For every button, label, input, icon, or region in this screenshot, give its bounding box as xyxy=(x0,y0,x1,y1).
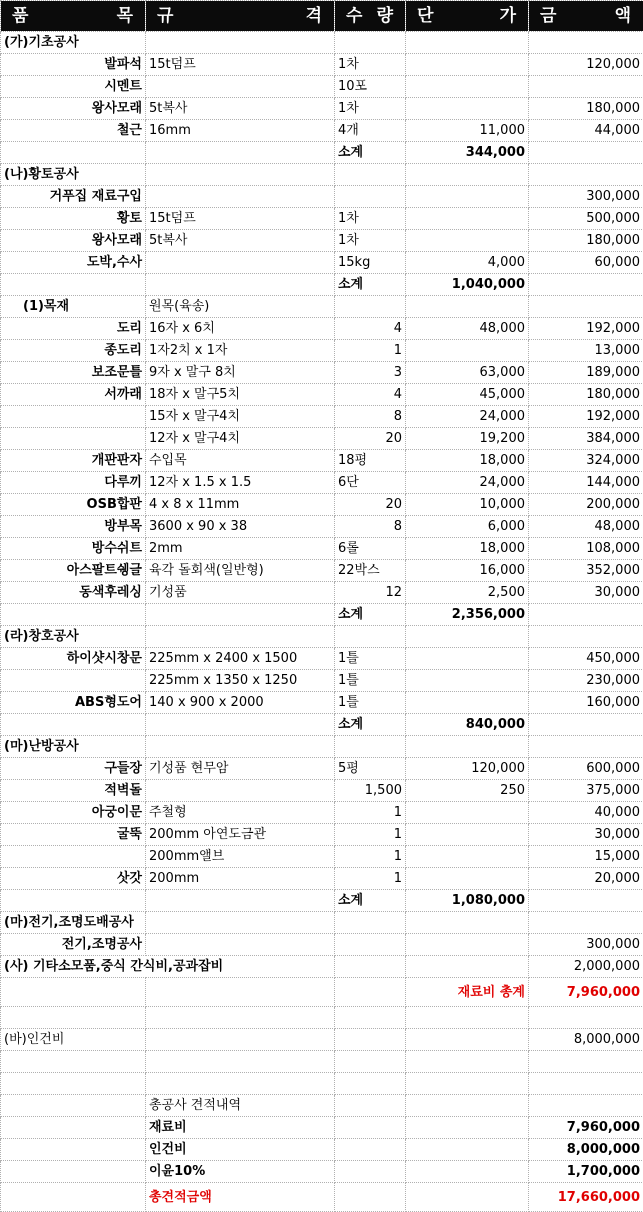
material-total-label: 재료비 총계 xyxy=(406,978,529,1007)
item-price: 48,000 xyxy=(406,318,529,340)
item-row xyxy=(1,208,643,230)
item-price xyxy=(406,692,529,714)
cell xyxy=(1,142,146,164)
item-name xyxy=(1,846,146,868)
item-qty: 1차 xyxy=(335,208,406,230)
subtotal-label: 소계 xyxy=(335,142,406,164)
cell xyxy=(529,274,643,296)
item-qty: 8 xyxy=(335,406,406,428)
item-qty: 1차 xyxy=(335,54,406,76)
item-amount: 600,000 xyxy=(529,758,643,780)
summary-label: 재료비 xyxy=(146,1117,335,1139)
item-amount: 500,000 xyxy=(529,208,643,230)
cell xyxy=(406,296,529,318)
item-row xyxy=(1,956,643,978)
item-row xyxy=(1,76,643,98)
grand-total-row xyxy=(1,1183,643,1212)
cell xyxy=(529,142,643,164)
item-price xyxy=(406,208,529,230)
item-qty: 6롤 xyxy=(335,538,406,560)
item-spec: 200mm xyxy=(146,868,335,890)
item-row xyxy=(1,560,643,582)
summary-value: 8,000,000 xyxy=(529,1139,643,1161)
item-amount: 300,000 xyxy=(529,934,643,956)
cell xyxy=(529,736,643,758)
item-spec: 5t복사 xyxy=(146,230,335,252)
item-name: 종도리 xyxy=(1,340,146,362)
item-qty: 1차 xyxy=(335,98,406,120)
item-qty: 4 xyxy=(335,318,406,340)
item-name: 구들장 xyxy=(1,758,146,780)
spacer-row xyxy=(1,1073,643,1095)
item-amount: 20,000 xyxy=(529,868,643,890)
subtotal-label: 소계 xyxy=(335,274,406,296)
subtotal-row xyxy=(1,604,643,626)
item-name: 서까래 xyxy=(1,384,146,406)
item-qty: 18평 xyxy=(335,450,406,472)
item-spec: 1자2치 x 1자 xyxy=(146,340,335,362)
item-name: (사) 기타소모품,중식 간식비,공과잡비 xyxy=(1,956,335,978)
item-row xyxy=(1,846,643,868)
section-row xyxy=(1,626,643,648)
subtotal-row xyxy=(1,890,643,912)
item-qty: 4개 xyxy=(335,120,406,142)
item-spec xyxy=(146,252,335,274)
cell xyxy=(529,626,643,648)
cell xyxy=(406,736,529,758)
item-qty: 1차 xyxy=(335,230,406,252)
item-price: 6,000 xyxy=(406,516,529,538)
item-amount: 30,000 xyxy=(529,824,643,846)
item-spec xyxy=(146,780,335,802)
header-item: 품 목 xyxy=(1,1,146,32)
labor-row xyxy=(1,1029,643,1051)
section-title: (마)난방공사 xyxy=(1,736,146,758)
item-qty: 20 xyxy=(335,494,406,516)
header-spec: 규 격 xyxy=(146,1,335,32)
item-amount: 108,000 xyxy=(529,538,643,560)
item-name: 방수쉬트 xyxy=(1,538,146,560)
summary-title: 총공사 견적내역 xyxy=(146,1095,335,1117)
item-amount: 2,000,000 xyxy=(529,956,643,978)
item-name: 방부목 xyxy=(1,516,146,538)
item-row xyxy=(1,582,643,604)
header-price: 단 가 xyxy=(406,1,529,32)
item-amount: 375,000 xyxy=(529,780,643,802)
item-row xyxy=(1,538,643,560)
item-name: 거푸집 재료구입 xyxy=(1,186,146,208)
item-qty: 1 xyxy=(335,340,406,362)
section-row xyxy=(1,32,643,54)
cell xyxy=(146,890,335,912)
item-row xyxy=(1,758,643,780)
item-price: 18,000 xyxy=(406,538,529,560)
cell xyxy=(406,32,529,54)
cell xyxy=(529,296,643,318)
item-qty: 5평 xyxy=(335,758,406,780)
cell xyxy=(146,274,335,296)
item-amount: 180,000 xyxy=(529,230,643,252)
subtotal-value: 2,356,000 xyxy=(406,604,529,626)
cell xyxy=(529,714,643,736)
item-amount: 200,000 xyxy=(529,494,643,516)
item-qty: 20 xyxy=(335,428,406,450)
item-row xyxy=(1,428,643,450)
summary-value: 1,700,000 xyxy=(529,1161,643,1183)
item-price: 10,000 xyxy=(406,494,529,516)
cell xyxy=(146,164,335,186)
summary-label: 이윤10% xyxy=(146,1161,335,1183)
item-price xyxy=(406,186,529,208)
cell xyxy=(335,956,406,978)
item-amount: 189,000 xyxy=(529,362,643,384)
spacer-row xyxy=(1,1007,643,1029)
item-price: 19,200 xyxy=(406,428,529,450)
item-price: 120,000 xyxy=(406,758,529,780)
subtotal-value: 1,040,000 xyxy=(406,274,529,296)
item-price xyxy=(406,934,529,956)
material-total-row xyxy=(1,978,643,1007)
subtotal-label: 소계 xyxy=(335,890,406,912)
item-amount: 352,000 xyxy=(529,560,643,582)
cell xyxy=(1,890,146,912)
item-qty: 15kg xyxy=(335,252,406,274)
item-name: 아궁이문 xyxy=(1,802,146,824)
item-amount: 230,000 xyxy=(529,670,643,692)
subtotal-row xyxy=(1,142,643,164)
item-row xyxy=(1,54,643,76)
item-row xyxy=(1,516,643,538)
cell xyxy=(406,626,529,648)
item-name: OSB합판 xyxy=(1,494,146,516)
item-spec: 원목(육송) xyxy=(146,296,335,318)
item-name: 왕사모래 xyxy=(1,98,146,120)
cell xyxy=(529,604,643,626)
header-amount: 금 액 xyxy=(529,1,643,32)
item-qty: 1 xyxy=(335,824,406,846)
subtotal-label: 소계 xyxy=(335,714,406,736)
subtotal-value: 840,000 xyxy=(406,714,529,736)
cell xyxy=(335,736,406,758)
subtotal-value: 1,080,000 xyxy=(406,890,529,912)
grand-total-value: 17,660,000 xyxy=(529,1183,643,1212)
item-row xyxy=(1,692,643,714)
item-row xyxy=(1,494,643,516)
item-spec: 15t덤프 xyxy=(146,54,335,76)
item-spec: 수입목 xyxy=(146,450,335,472)
cell xyxy=(406,912,529,934)
item-amount: 180,000 xyxy=(529,384,643,406)
grand-total-label: 총견적금액 xyxy=(146,1183,335,1212)
item-row xyxy=(1,384,643,406)
cell xyxy=(146,736,335,758)
summary-title-row xyxy=(1,1095,643,1117)
cell xyxy=(1,604,146,626)
item-price xyxy=(406,230,529,252)
item-row xyxy=(1,120,643,142)
section-title: (1)목재 xyxy=(1,296,146,318)
item-spec xyxy=(146,76,335,98)
item-qty: 1 xyxy=(335,846,406,868)
item-name: 보조문틀 xyxy=(1,362,146,384)
item-name: ABS형도어 xyxy=(1,692,146,714)
item-spec xyxy=(146,934,335,956)
cell xyxy=(335,32,406,54)
item-price: 250 xyxy=(406,780,529,802)
item-price xyxy=(406,868,529,890)
cell xyxy=(406,164,529,186)
item-price xyxy=(406,76,529,98)
cell xyxy=(335,164,406,186)
item-price: 24,000 xyxy=(406,406,529,428)
item-spec: 12자 x 1.5 x 1.5 xyxy=(146,472,335,494)
item-name: 아스팔트쉥글 xyxy=(1,560,146,582)
item-row xyxy=(1,98,643,120)
item-price xyxy=(406,648,529,670)
item-name: 하이샷시창문 xyxy=(1,648,146,670)
material-total-value: 7,960,000 xyxy=(529,978,643,1007)
item-row xyxy=(1,362,643,384)
item-qty: 1틀 xyxy=(335,648,406,670)
item-row xyxy=(1,802,643,824)
item-amount: 30,000 xyxy=(529,582,643,604)
spacer-row xyxy=(1,1051,643,1073)
item-qty: 1 xyxy=(335,868,406,890)
item-spec: 16mm xyxy=(146,120,335,142)
item-name: 도박,수사 xyxy=(1,252,146,274)
item-spec: 225mm x 1350 x 1250 xyxy=(146,670,335,692)
item-spec: 2mm xyxy=(146,538,335,560)
item-spec: 9자 x 말구 8치 xyxy=(146,362,335,384)
item-row xyxy=(1,934,643,956)
section-row xyxy=(1,912,643,934)
item-price: 4,000 xyxy=(406,252,529,274)
item-spec: 기성품 현무암 xyxy=(146,758,335,780)
subtotal-value: 344,000 xyxy=(406,142,529,164)
item-amount: 324,000 xyxy=(529,450,643,472)
item-amount: 450,000 xyxy=(529,648,643,670)
item-spec: 18자 x 말구5치 xyxy=(146,384,335,406)
item-row xyxy=(1,186,643,208)
item-name: 동색후레싱 xyxy=(1,582,146,604)
item-amount: 192,000 xyxy=(529,318,643,340)
item-spec: 140 x 900 x 2000 xyxy=(146,692,335,714)
item-price: 45,000 xyxy=(406,384,529,406)
cell xyxy=(1,274,146,296)
cell xyxy=(529,890,643,912)
item-row xyxy=(1,670,643,692)
section-title: (나)황토공사 xyxy=(1,164,146,186)
item-spec: 육각 돌회색(일반형) xyxy=(146,560,335,582)
item-amount: 40,000 xyxy=(529,802,643,824)
item-price: 11,000 xyxy=(406,120,529,142)
summary-line xyxy=(1,1117,643,1139)
subtotal-row xyxy=(1,274,643,296)
labor-amount: 8,000,000 xyxy=(529,1029,643,1051)
item-price xyxy=(406,670,529,692)
subtotal-label: 소계 xyxy=(335,604,406,626)
item-amount: 48,000 xyxy=(529,516,643,538)
cell xyxy=(335,296,406,318)
item-name xyxy=(1,406,146,428)
item-amount xyxy=(529,76,643,98)
item-row xyxy=(1,230,643,252)
item-row xyxy=(1,648,643,670)
section-title: (라)창호공사 xyxy=(1,626,146,648)
item-spec: 200mm앨브 xyxy=(146,846,335,868)
item-name: 철근 xyxy=(1,120,146,142)
item-spec: 15t덤프 xyxy=(146,208,335,230)
item-amount: 192,000 xyxy=(529,406,643,428)
item-row xyxy=(1,340,643,362)
item-qty: 8 xyxy=(335,516,406,538)
item-price: 24,000 xyxy=(406,472,529,494)
item-qty: 1틀 xyxy=(335,692,406,714)
item-name: 발파석 xyxy=(1,54,146,76)
item-amount: 15,000 xyxy=(529,846,643,868)
item-name: 전기,조명공사 xyxy=(1,934,146,956)
item-row xyxy=(1,472,643,494)
item-price xyxy=(406,824,529,846)
cell xyxy=(146,626,335,648)
section-row xyxy=(1,736,643,758)
item-price xyxy=(406,54,529,76)
item-row xyxy=(1,318,643,340)
subtotal-row xyxy=(1,714,643,736)
item-spec: 12자 x 말구4치 xyxy=(146,428,335,450)
section-title: (가)기초공사 xyxy=(1,32,146,54)
cell xyxy=(146,714,335,736)
item-name xyxy=(1,670,146,692)
item-amount: 120,000 xyxy=(529,54,643,76)
item-spec xyxy=(146,186,335,208)
item-price xyxy=(406,340,529,362)
item-amount: 180,000 xyxy=(529,98,643,120)
item-qty: 4 xyxy=(335,384,406,406)
cell xyxy=(529,164,643,186)
item-spec: 주철형 xyxy=(146,802,335,824)
item-price: 18,000 xyxy=(406,450,529,472)
item-name: 다루끼 xyxy=(1,472,146,494)
cell xyxy=(406,956,529,978)
cell xyxy=(146,604,335,626)
item-name: 삿갓 xyxy=(1,868,146,890)
labor-name: (바)인건비 xyxy=(1,1029,146,1051)
item-amount: 384,000 xyxy=(529,428,643,450)
item-row xyxy=(1,868,643,890)
item-name: 적벽돌 xyxy=(1,780,146,802)
item-name: 시멘트 xyxy=(1,76,146,98)
line-items xyxy=(1,32,643,978)
summary-line xyxy=(1,1139,643,1161)
section-row xyxy=(1,296,643,318)
item-spec: 225mm x 2400 x 1500 xyxy=(146,648,335,670)
item-spec: 4 x 8 x 11mm xyxy=(146,494,335,516)
item-name: 황토 xyxy=(1,208,146,230)
item-amount: 144,000 xyxy=(529,472,643,494)
item-price: 16,000 xyxy=(406,560,529,582)
item-row xyxy=(1,252,643,274)
cell xyxy=(529,32,643,54)
item-spec: 3600 x 90 x 38 xyxy=(146,516,335,538)
item-price xyxy=(406,846,529,868)
item-qty: 10포 xyxy=(335,76,406,98)
item-qty: 12 xyxy=(335,582,406,604)
item-name: 도리 xyxy=(1,318,146,340)
item-row xyxy=(1,780,643,802)
item-qty: 22박스 xyxy=(335,560,406,582)
item-name: 굴뚝 xyxy=(1,824,146,846)
item-price xyxy=(406,802,529,824)
cell xyxy=(146,912,335,934)
item-qty: 1,500 xyxy=(335,780,406,802)
item-spec: 16자 x 6치 xyxy=(146,318,335,340)
summary-label: 인건비 xyxy=(146,1139,335,1161)
item-price xyxy=(406,98,529,120)
item-price: 2,500 xyxy=(406,582,529,604)
item-name: 개판판자 xyxy=(1,450,146,472)
cell xyxy=(146,142,335,164)
section-title: (마)전기,조명도배공사 xyxy=(1,912,146,934)
item-name xyxy=(1,428,146,450)
item-spec: 15자 x 말구4치 xyxy=(146,406,335,428)
item-row xyxy=(1,450,643,472)
summary-value: 7,960,000 xyxy=(529,1117,643,1139)
item-spec: 기성품 xyxy=(146,582,335,604)
cell xyxy=(529,912,643,934)
summary-line xyxy=(1,1161,643,1183)
item-amount: 300,000 xyxy=(529,186,643,208)
item-spec: 5t복사 xyxy=(146,98,335,120)
item-qty xyxy=(335,186,406,208)
cell xyxy=(1,714,146,736)
item-amount: 13,000 xyxy=(529,340,643,362)
item-qty xyxy=(335,934,406,956)
header-qty: 수 량 xyxy=(335,1,406,32)
cell xyxy=(335,912,406,934)
item-price: 63,000 xyxy=(406,362,529,384)
item-amount: 60,000 xyxy=(529,252,643,274)
item-qty: 1 xyxy=(335,802,406,824)
item-qty: 1틀 xyxy=(335,670,406,692)
item-row xyxy=(1,824,643,846)
cell xyxy=(146,32,335,54)
item-spec: 200mm 아연도금관 xyxy=(146,824,335,846)
header-row xyxy=(1,1,643,32)
item-amount: 160,000 xyxy=(529,692,643,714)
item-qty: 6단 xyxy=(335,472,406,494)
item-row xyxy=(1,406,643,428)
cell xyxy=(335,626,406,648)
item-name: 왕사모래 xyxy=(1,230,146,252)
item-amount: 44,000 xyxy=(529,120,643,142)
item-qty: 3 xyxy=(335,362,406,384)
totals xyxy=(1,978,643,1212)
section-row xyxy=(1,164,643,186)
